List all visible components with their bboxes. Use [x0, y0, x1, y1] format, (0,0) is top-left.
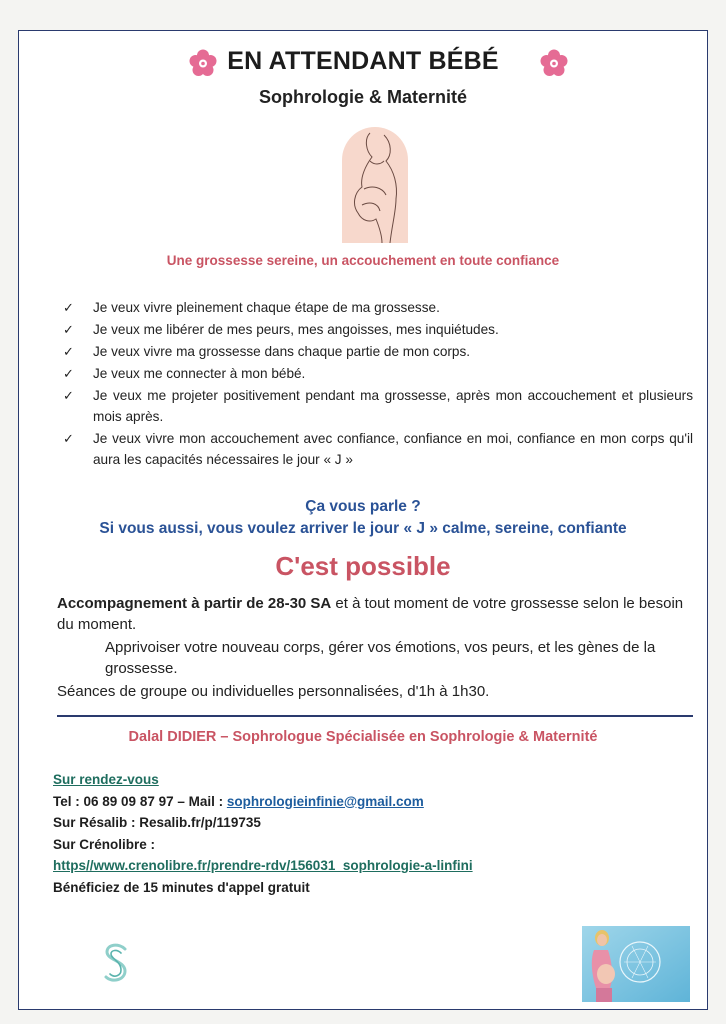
accompaniment-text: Accompagnement à partir de 28-30 SA et à tout moment de votre grossesse selon le besoin du moment.: [57, 595, 684, 633]
list-item: ✓ Je veux me libérer de mes peurs, mes angoisses, mes inquiétudes.: [63, 319, 693, 340]
checkmark-icon: ✓: [63, 366, 74, 381]
page-subtitle: Sophrologie & Maternité: [258, 87, 467, 107]
checkmark-icon: ✓: [63, 322, 74, 337]
possible-heading: C'est possible: [275, 551, 451, 581]
list-item: ✓ Je veux me connecter à mon bébé.: [63, 363, 693, 384]
accompaniment-detail: Apprivoiser votre nouveau corps, gérer vos émotions, vos peurs, et les gènes de la grossesse.: [105, 639, 656, 677]
list-item: ✓ Je veux vivre ma grossesse dans chaque partie de mon corps.: [63, 341, 693, 362]
checkmark-icon: ✓: [63, 344, 74, 359]
list-item: ✓ Je veux vivre mon accouchement avec confiance, confiance en moi, confiance en mon corps qu'il aura les capacités nécessaires le jour « J »: [63, 428, 693, 470]
crenolibre-label: Sur Crénolibre :: [53, 836, 156, 852]
page-title: EN ATTENDANT BÉBÉ: [227, 47, 499, 75]
pregnancy-illustration: [340, 125, 410, 245]
author-line: Dalal DIDIER – Sophrologue Spécialisée en Sophrologie & Maternité: [128, 729, 598, 745]
phone-number[interactable]: 06 89 09 87 97: [83, 793, 174, 809]
sessions-text: Séances de groupe ou individuelles personnalisées, d'1h à 1h30.: [57, 683, 490, 700]
crenolibre-link[interactable]: https//www.crenolibre.fr/prendre-rdv/156031_sophrologie-a-linfini: [53, 858, 473, 873]
question-subheading: Si vous aussi, vous voulez arriver le jour « J » calme, sereine, confiante: [99, 520, 627, 537]
tagline: Une grossesse sereine, un accouchement en toute confiance: [166, 253, 560, 268]
question-heading: Ça vous parle ?: [305, 498, 421, 515]
divider: [57, 715, 693, 717]
sophrologie-logo-icon: [101, 941, 131, 985]
flower-icon: [540, 49, 568, 77]
resalib-line: Sur Résalib : Resalib.fr/p/119735: [53, 815, 261, 830]
list-item: ✓ Je veux me projeter positivement pendant ma grossesse, après mon accouchement et plusieurs mois après.: [63, 385, 693, 427]
free-call-offer: Bénéficiez de 15 minutes d'appel gratuit: [53, 879, 310, 895]
flyer-page: [18, 30, 708, 1010]
checkmark-icon: ✓: [63, 388, 74, 403]
checkmark-icon: ✓: [63, 300, 74, 315]
contact-block: Sur rendez-vous Tel : 06 89 09 87 97 – Mail : sophrologieinfinie@gmail.com Sur Résalib : Resalib.fr/p/119735 Sur Crénolibre : https//www.crenolibre.fr/prendre-rdv/156031_sophrologie-a-linfini Bénéficiez de 15 minutes d'appel gratuit: [53, 769, 693, 898]
checklist: [63, 297, 693, 471]
appointment-link[interactable]: Sur rendez-vous: [53, 772, 159, 787]
checkmark-icon: ✓: [63, 431, 74, 446]
pregnant-woman-photo: [582, 926, 690, 1002]
email-link[interactable]: sophrologieinfinie@gmail.com: [226, 793, 424, 809]
list-item: ✓ Je veux vivre pleinement chaque étape de ma grossesse.: [63, 297, 693, 318]
